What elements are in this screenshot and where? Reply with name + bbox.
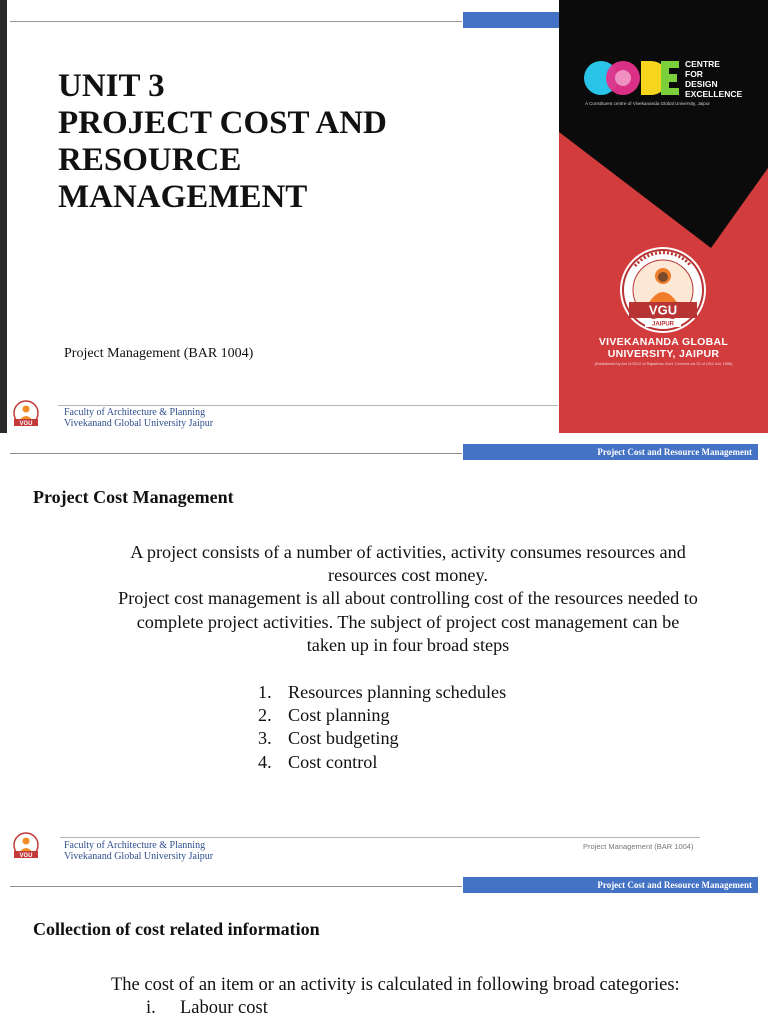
footer-line: Vivekanand Global University Jaipur — [64, 417, 214, 429]
list-item: 2. Cost planning — [258, 705, 390, 726]
header-section-label: Project Cost and Resource Management — [463, 877, 758, 893]
header-rule — [10, 886, 462, 887]
seal-abbr: VGU — [648, 302, 678, 318]
slide-heading: Project Cost Management — [33, 487, 234, 507]
vgu-logo-icon — [8, 831, 44, 863]
title-line: PROJECT COST AND — [58, 105, 387, 141]
footer-course-code: Project Management (BAR 1004) — [583, 842, 694, 851]
slide-title — [58, 68, 528, 216]
footer-rule — [60, 837, 700, 838]
title-line: MANAGEMENT — [58, 179, 308, 215]
title-slide — [0, 0, 768, 433]
body-paragraph — [90, 541, 726, 657]
list-item: 1. Resources planning schedules — [258, 682, 507, 702]
university-subtitle: (Established by Act 11/2012 of Rajasthan Govt. Covered u/s 22 of UGC Act, 1956) — [594, 362, 733, 366]
footer-line: Faculty of Architecture & Planning — [64, 840, 206, 851]
seal-city: JAIPUR — [651, 321, 675, 328]
svg-text:VGU: VGU — [19, 421, 33, 427]
list-item: i. Labour cost — [146, 998, 268, 1018]
content-slide-cost-management — [0, 433, 768, 866]
header-rule — [10, 21, 462, 22]
content-slide-cost-information — [0, 866, 768, 1024]
paragraph-line: A project consists of a number of activities, activity consumes resources and — [130, 542, 686, 562]
paragraph-line: taken up in four broad steps — [306, 634, 510, 655]
left-accent-bar — [0, 0, 7, 433]
header-rule — [10, 453, 462, 454]
header-section-label: Project Cost and Resource Management — [463, 444, 758, 460]
steps-list — [258, 681, 506, 774]
brand-panel — [559, 0, 768, 433]
code-logo-icon — [583, 58, 681, 98]
title-line: RESOURCE — [58, 142, 242, 178]
vgu-logo-icon — [8, 399, 44, 431]
footer-line: Faculty of Architecture & Planning — [64, 407, 206, 418]
course-code: Project Management (BAR 1004) — [64, 346, 254, 361]
list-item: 3. Cost budgeting — [258, 728, 399, 749]
header-accent-bar — [463, 12, 559, 28]
vgu-seal-icon — [615, 246, 711, 334]
slide-heading: Collection of cost related information — [33, 919, 320, 939]
footer-institution — [64, 408, 213, 429]
paragraph-line: resources cost money. — [328, 565, 488, 586]
footer-institution — [64, 841, 213, 862]
body-intro: The cost of an item or an activity is calculated in following broad categories: — [111, 975, 680, 995]
paragraph-line: complete project activities. The subject of project cost management can be — [136, 611, 680, 632]
brand-tagline: A Constituent centre of Vivekananda Global University, Jaipur — [585, 101, 710, 106]
university-name: VIVEKANANDA GLOBAL UNIVERSITY, JAIPUR — [598, 336, 729, 360]
list-item: 4. Cost control — [258, 751, 378, 772]
paragraph-line: Project cost management is all about controlling cost of the resources needed to — [118, 588, 698, 609]
title-line: UNIT 3 — [58, 68, 165, 104]
code-brand-text: CENTRE FOR DESIGN EXCELLENCE — [685, 59, 743, 99]
svg-text:VGU: VGU — [19, 853, 33, 859]
footer-rule — [58, 405, 558, 406]
footer-line: Vivekanand Global University Jaipur — [64, 850, 214, 862]
